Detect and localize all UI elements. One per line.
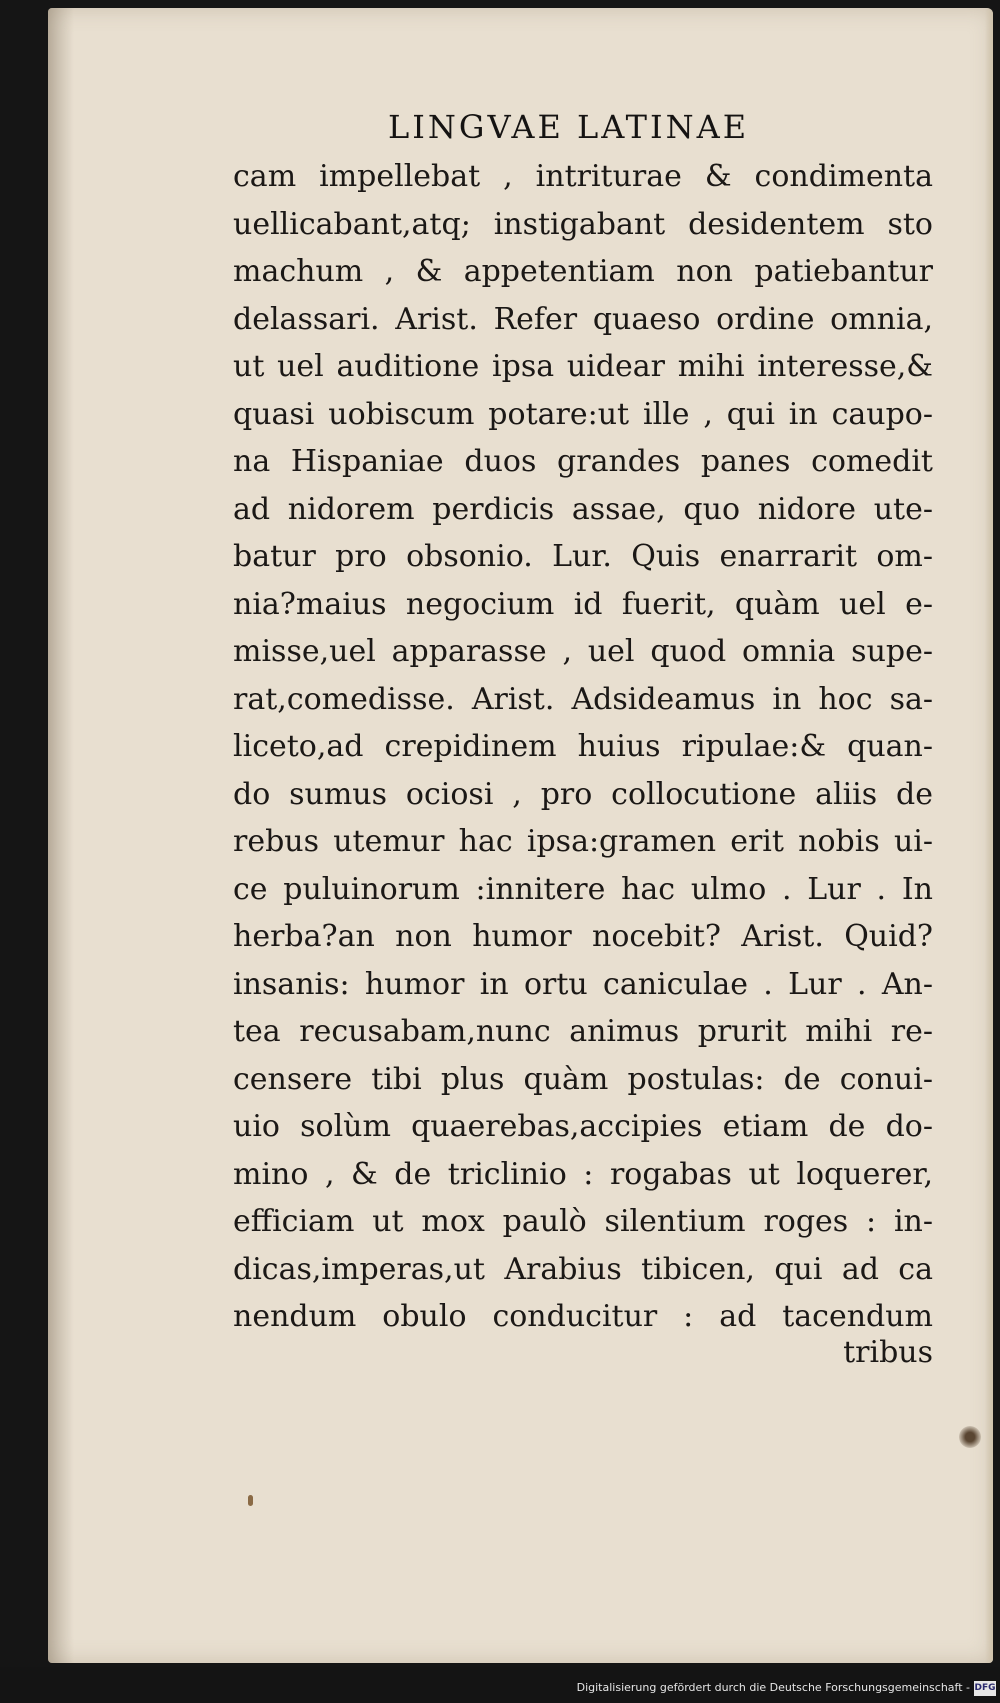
text-block	[233, 153, 933, 1341]
text-line: ce puluinorum :innitere hac ulmo . Lur . In	[233, 871, 933, 907]
text-line: quasi uobiscum potare:ut ille , qui in caupo-	[233, 396, 933, 432]
ink-stain	[959, 1426, 981, 1448]
text-line: insanis: humor in ortu caniculae . Lur . An-	[233, 966, 933, 1002]
text-line: do sumus ociosi , pro collocutione aliis de	[233, 776, 933, 812]
text-line: tea recusabam,nunc animus prurit mihi re-	[233, 1014, 933, 1049]
paper-speck	[248, 1495, 253, 1506]
book-page	[48, 8, 993, 1663]
text-line: uellicabant,atq; instigabant desidentem sto	[233, 206, 933, 242]
text-line: batur pro obsonio. Lur. Quis enarrarit om-	[233, 539, 933, 574]
text-line: uio solùm quaerebas,accipies etiam de do-	[233, 1109, 933, 1144]
text-line: dicas,imperas,ut Arabius tibicen, qui ad ca	[233, 1251, 933, 1287]
text-line: herba?an non humor nocebit? Arist. Quid?	[233, 919, 933, 954]
text-line: misse,uel apparasse , uel quod omnia supe-	[233, 634, 933, 669]
catchword: tribus	[843, 1335, 933, 1370]
text-line: cam impellebat , intriturae & condimenta	[233, 159, 933, 194]
text-line: nendum obulo conducitur : ad tacendum	[233, 1299, 933, 1334]
footer-bar	[0, 1667, 1000, 1703]
text-line: machum , & appetentiam non patiebantur	[233, 254, 933, 289]
text-line: nia?maius negocium id fuerit, quàm uel e-	[233, 586, 933, 622]
text-line: na Hispaniae duos grandes panes comedit	[233, 444, 933, 479]
text-line: efficiam ut mox paulò silentium roges : in-	[233, 1204, 933, 1239]
text-line: mino , & de triclinio : rogabas ut loquerer,	[233, 1156, 933, 1192]
text-line: liceto,ad crepidinem huius ripulae:& quan-	[233, 729, 933, 764]
funding-credit: Digitalisierung gefördert durch die Deutsche Forschungsgemeinschaft -	[576, 1681, 970, 1694]
text-line: delassari. Arist. Refer quaeso ordine omnia,	[233, 301, 933, 337]
dfg-logo: DFG	[974, 1681, 996, 1696]
text-line: censere tibi plus quàm postulas: de conui-	[233, 1061, 933, 1097]
text-line: ad nidorem perdicis assae, quo nidore ute-	[233, 491, 933, 527]
text-line: ut uel auditione ipsa uidear mihi interesse,&	[233, 349, 933, 384]
page-edge	[985, 8, 993, 1663]
text-line: rat,comedisse. Arist. Adsideamus in hoc sa-	[233, 681, 933, 717]
running-head: LINGVAE LATINAE	[388, 108, 750, 146]
text-line: rebus utemur hac ipsa:gramen erit nobis ui-	[233, 824, 933, 859]
